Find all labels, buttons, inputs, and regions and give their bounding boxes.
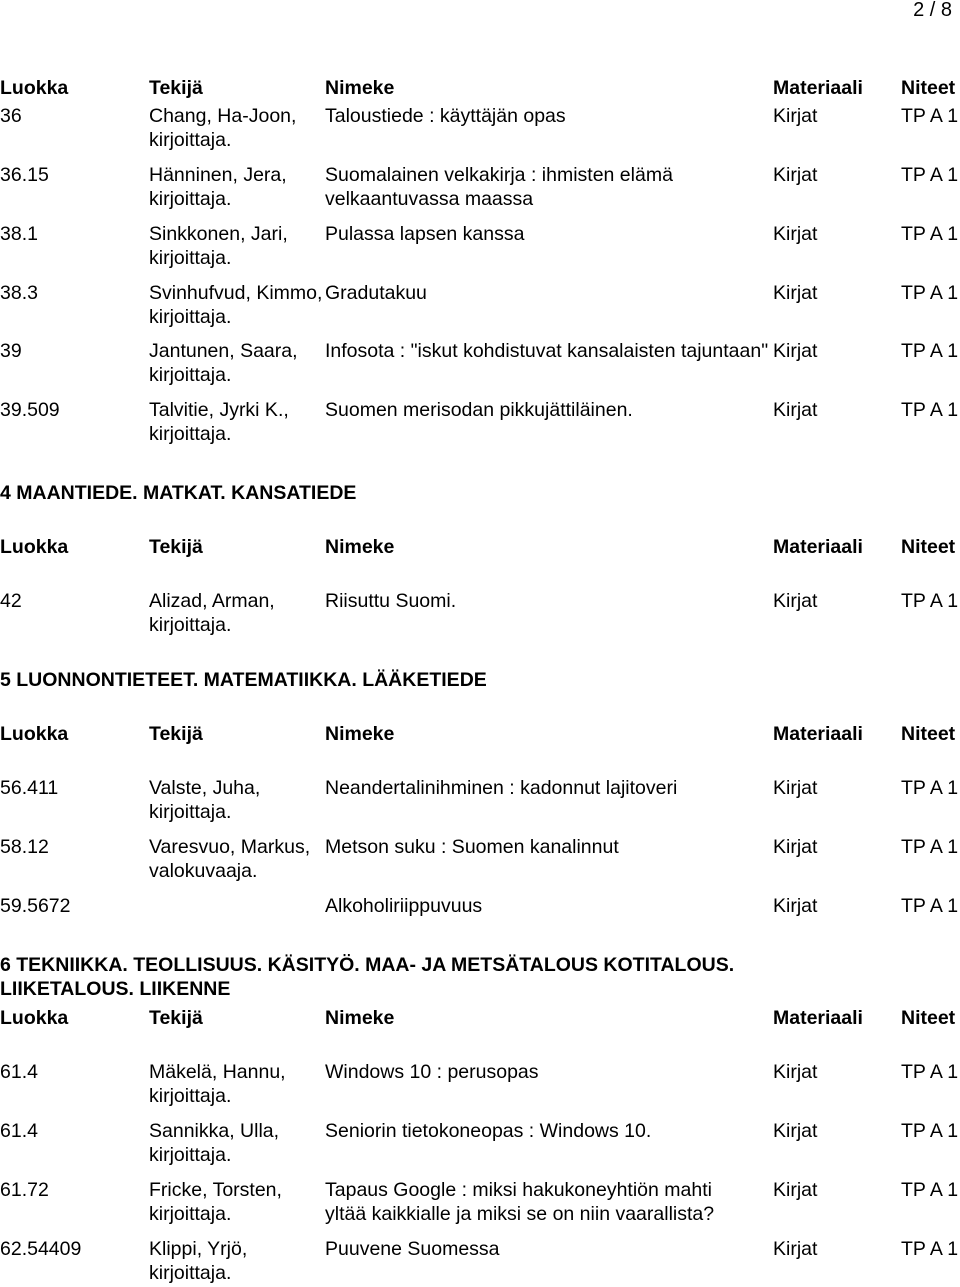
catalog-table xyxy=(0,76,960,448)
cell-luokka: 58.12 xyxy=(0,836,49,858)
section-title: 6 TEKNIIKKA. TEOLLISUUS. KÄSITYÖ. MAA- JA METSÄTALOUS KOTITALOUS. LIIKETALOUS. LIIKENNE xyxy=(0,954,735,1000)
header-niteet: Niteet xyxy=(901,1007,956,1029)
section-1 xyxy=(0,535,960,637)
cell-niteet: TP A 1 xyxy=(901,1238,959,1260)
cell-niteet: TP A 1 xyxy=(901,1061,959,1083)
cell-luokka: 36 xyxy=(0,105,22,127)
catalog-table xyxy=(0,722,960,918)
cell-niteet: TP A 1 xyxy=(901,340,959,362)
header-nimeke: Nimeke xyxy=(325,1007,395,1029)
cell-luokka: 36.15 xyxy=(0,164,49,186)
cell-materiaali: Kirjat xyxy=(773,836,818,858)
cell-luokka: 38.1 xyxy=(0,223,38,245)
cell-tekija xyxy=(149,894,325,918)
cell-materiaali: Kirjat xyxy=(773,1120,818,1142)
cell-tekija: Talvitie, Jyrki K., kirjoittaja. xyxy=(149,399,289,445)
cell-tekija: Fricke, Torsten, kirjoittaja. xyxy=(149,1179,282,1225)
table-row xyxy=(0,1178,960,1237)
section-title: 4 MAANTIEDE. MATKAT. KANSATIEDE xyxy=(0,482,357,504)
catalog-table xyxy=(0,1006,960,1285)
cell-niteet: TP A 1 xyxy=(901,836,959,858)
table-row xyxy=(0,894,960,918)
header-materiaali: Materiaali xyxy=(773,1007,863,1029)
cell-materiaali: Kirjat xyxy=(773,164,818,186)
cell-materiaali: Kirjat xyxy=(773,399,818,421)
cell-nimeke: Gradutakuu xyxy=(325,282,427,304)
page-number: 2 / 8 xyxy=(913,0,952,21)
cell-tekija: Varesvuo, Markus, valokuvaaja. xyxy=(149,836,311,882)
cell-materiaali: Kirjat xyxy=(773,1238,818,1260)
table-row xyxy=(0,398,960,448)
table-row xyxy=(0,1119,960,1178)
cell-niteet: TP A 1 xyxy=(901,1179,959,1201)
cell-materiaali: Kirjat xyxy=(773,282,818,304)
cell-nimeke: Seniorin tietokoneopas : Windows 10. xyxy=(325,1120,652,1142)
cell-nimeke: Alkoholiriippuvuus xyxy=(325,895,483,917)
cell-niteet: TP A 1 xyxy=(901,223,959,245)
table-row xyxy=(0,776,960,835)
cell-tekija-text: Svinhufvud, Kimmo, kirjoittaja. xyxy=(149,282,323,328)
section-0 xyxy=(0,76,960,448)
table-row xyxy=(0,222,960,281)
cell-nimeke: Taloustiede : käyttäjän opas xyxy=(325,105,566,127)
cell-nimeke: Infosota : "iskut kohdistuvat kansalaisten tajuntaan" xyxy=(325,340,769,362)
cell-luokka: 39.509 xyxy=(0,399,60,421)
table-header-row xyxy=(0,722,960,776)
cell-tekija: Sinkkonen, Jari, kirjoittaja. xyxy=(149,223,288,269)
header-nimeke: Nimeke xyxy=(325,536,395,558)
cell-tekija: Mäkelä, Hannu, kirjoittaja. xyxy=(149,1061,286,1107)
header-luokka: Luokka xyxy=(0,536,69,558)
cell-nimeke: Tapaus Google : miksi hakukoneyhtiön mahti yltää kaikkialle ja miksi se on niin vaarallista? xyxy=(325,1179,715,1225)
cell-nimeke: Puuvene Suomessa xyxy=(325,1238,500,1260)
cell-luokka: 61.72 xyxy=(0,1179,49,1201)
table-header-row xyxy=(0,1006,960,1060)
table-row xyxy=(0,1237,960,1285)
cell-nimeke: Suomalainen velkakirja : ihmisten elämä velkaantuvassa maassa xyxy=(325,164,673,210)
cell-niteet: TP A 1 xyxy=(901,282,959,304)
header-materiaali: Materiaali xyxy=(773,536,863,558)
header-tekija: Tekijä xyxy=(149,77,203,99)
cell-luokka: 61.4 xyxy=(0,1120,38,1142)
header-nimeke: Nimeke xyxy=(325,77,395,99)
table-header-row xyxy=(0,535,960,589)
table-row xyxy=(0,281,960,339)
cell-materiaali: Kirjat xyxy=(773,340,818,362)
cell-niteet: TP A 1 xyxy=(901,590,959,612)
cell-tekija xyxy=(149,281,325,339)
cell-tekija: Valste, Juha, kirjoittaja. xyxy=(149,777,261,823)
cell-tekija: Jantunen, Saara, kirjoittaja. xyxy=(149,340,298,386)
cell-niteet: TP A 1 xyxy=(901,399,959,421)
cell-tekija: Hänninen, Jera, kirjoittaja. xyxy=(149,164,287,210)
cell-niteet: TP A 1 xyxy=(901,895,959,917)
header-nimeke: Nimeke xyxy=(325,723,395,745)
cell-tekija: Alizad, Arman, kirjoittaja. xyxy=(149,590,275,636)
cell-nimeke: Riisuttu Suomi. xyxy=(325,590,457,612)
table-row xyxy=(0,835,960,894)
table-row xyxy=(0,339,960,398)
cell-materiaali: Kirjat xyxy=(773,1061,818,1083)
table-header-row xyxy=(0,76,960,104)
section-2 xyxy=(0,722,960,918)
cell-nimeke: Suomen merisodan pikkujättiläinen. xyxy=(325,399,633,421)
cell-materiaali: Kirjat xyxy=(773,223,818,245)
cell-luokka: 62.54409 xyxy=(0,1238,82,1260)
header-niteet: Niteet xyxy=(901,723,956,745)
header-materiaali: Materiaali xyxy=(773,77,863,99)
cell-materiaali: Kirjat xyxy=(773,590,818,612)
header-materiaali: Materiaali xyxy=(773,723,863,745)
cell-niteet: TP A 1 xyxy=(901,105,959,127)
cell-niteet: TP A 1 xyxy=(901,777,959,799)
table-row xyxy=(0,104,960,163)
header-niteet: Niteet xyxy=(901,77,956,99)
header-niteet: Niteet xyxy=(901,536,956,558)
header-luokka: Luokka xyxy=(0,1007,69,1029)
cell-nimeke: Windows 10 : perusopas xyxy=(325,1061,539,1083)
header-tekija: Tekijä xyxy=(149,536,203,558)
cell-luokka: 42 xyxy=(0,590,22,612)
cell-materiaali: Kirjat xyxy=(773,777,818,799)
cell-tekija: Sannikka, Ulla, kirjoittaja. xyxy=(149,1120,280,1166)
cell-luokka: 39 xyxy=(0,340,22,362)
cell-niteet: TP A 1 xyxy=(901,164,959,186)
section-3 xyxy=(0,1006,960,1285)
cell-materiaali: Kirjat xyxy=(773,1179,818,1201)
header-tekija: Tekijä xyxy=(149,1007,203,1029)
cell-materiaali: Kirjat xyxy=(773,895,818,917)
table-row xyxy=(0,163,960,222)
cell-luokka: 59.5672 xyxy=(0,895,71,917)
table-row xyxy=(0,1060,960,1119)
cell-niteet: TP A 1 xyxy=(901,1120,959,1142)
cell-luokka: 56.411 xyxy=(0,777,59,799)
catalog-table xyxy=(0,535,960,637)
section-title: 5 LUONNONTIETEET. MATEMATIIKKA. LÄÄKETIEDE xyxy=(0,669,487,691)
cell-tekija: Klippi, Yrjö, kirjoittaja. xyxy=(149,1238,248,1284)
header-tekija: Tekijä xyxy=(149,723,203,745)
cell-luokka: 38.3 xyxy=(0,282,38,304)
cell-materiaali: Kirjat xyxy=(773,105,818,127)
header-luokka: Luokka xyxy=(0,723,69,745)
cell-nimeke: Neandertalinihminen : kadonnut lajitoveri xyxy=(325,777,678,799)
table-row xyxy=(0,589,960,637)
cell-tekija: Chang, Ha-Joon, kirjoittaja. xyxy=(149,105,297,151)
cell-luokka: 61.4 xyxy=(0,1061,38,1083)
header-luokka: Luokka xyxy=(0,77,69,99)
cell-nimeke: Pulassa lapsen kanssa xyxy=(325,223,525,245)
cell-nimeke: Metson suku : Suomen kanalinnut xyxy=(325,836,619,858)
